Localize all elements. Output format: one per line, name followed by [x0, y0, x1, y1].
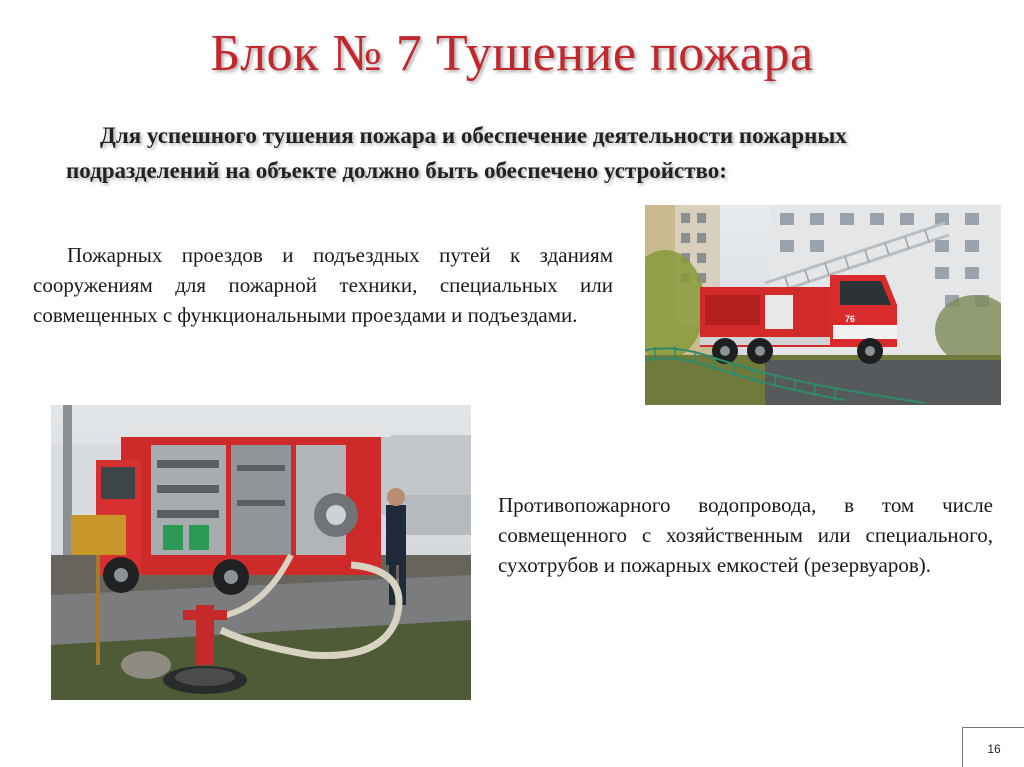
slide-title: Блок № 7 Тушение пожара	[210, 25, 814, 82]
fire-water-supply-paragraph: Противопожарного водопровода, в том числе совмещенного с хозяйственным или специального, сухотрубов и пожарных емкостей (резервуаров).	[498, 493, 993, 577]
hydrant-pump-truck-photo	[51, 405, 471, 700]
page-number: 16	[987, 742, 1001, 756]
page-number-box	[962, 727, 1024, 767]
fire-access-roads-paragraph: Пожарных проездов и подъездных путей к зданиям сооружениям для пожарной техники, специальных или совмещенных с функциональными проездами и подъездами.	[33, 243, 613, 327]
ladder-truck-photo	[645, 205, 1001, 405]
intro-paragraph: Для успешного тушения пожара и обеспечение деятельности пожарных подразделений на объекте должно быть обеспечено устройство:	[66, 123, 847, 183]
truck-number: 76	[845, 314, 856, 324]
